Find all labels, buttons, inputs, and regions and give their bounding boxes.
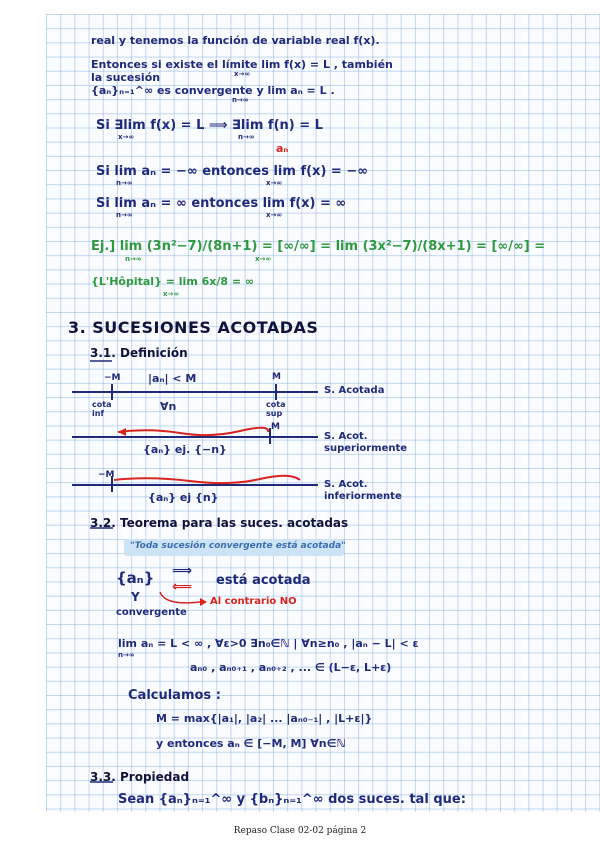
note-line-6-sub-b: x→∞ (266, 179, 283, 187)
example-sub-a: n→∞ (125, 255, 142, 263)
subsection-3-1: 3.1. Definición (90, 346, 188, 360)
note-line-3: la sucesión (91, 71, 161, 84)
note-line-5-an: aₙ (276, 142, 289, 155)
line2-label: S. Acot. superiormente (324, 431, 408, 454)
lhopital-sub: x→∞ (163, 290, 180, 298)
forall-n: ∀n (160, 400, 177, 413)
final-line: y entonces aₙ ∈ [−M, M] ∀n∈ℕ (156, 737, 346, 750)
note-line-5-sub-a: x→∞ (118, 133, 135, 141)
note-line-7-sub-b: x→∞ (266, 211, 283, 219)
definition-line: lim aₙ = L < ∞ , ∀ε>0 ∃n₀∈ℕ | ∀n≥n₀ , |aₙ − L| < ε (118, 637, 419, 650)
note-line-7-sub-a: n→∞ (116, 211, 133, 219)
note-line-5: Si ∃lim f(x) = L ⟹ ∃lim f(n) = L (96, 118, 323, 133)
page-footer: Repaso Clase 02-02 página 2 (233, 826, 367, 836)
line1-m: M (272, 372, 281, 382)
note-line-4-sub: n→∞ (232, 96, 249, 104)
sequence-an: {aₙ} (116, 569, 155, 587)
definition-sub: n→∞ (118, 651, 135, 659)
note-line-4: {aₙ}ₙ₌₁^∞ es convergente y lim aₙ = L . (91, 84, 335, 97)
line1-abs: |aₙ| < M (148, 372, 197, 385)
esta-acotada: está acotada (216, 573, 311, 588)
sean-line: Sean {aₙ}ₙ₌₁^∞ y {bₙ}ₙ₌₁^∞ dos suces. tal que: (118, 792, 466, 807)
line3-label: S. Acot. inferiormente (324, 479, 402, 502)
note-line-6: Si lim aₙ = −∞ entonces lim f(x) = −∞ (96, 164, 369, 179)
red-arrow-head-left (118, 428, 126, 436)
note-line-2: Entonces si existe el límite lim f(x) = L , también (91, 58, 393, 71)
cota-inf: cota inf (92, 400, 112, 418)
line3-sequence: {aₙ} ej {n} (148, 491, 219, 504)
note-line-1: real y tenemos la función de variable real f(x). (91, 34, 380, 47)
line1-minus-m: −M (104, 373, 121, 383)
convergente-label: convergente (116, 607, 187, 618)
cota-sup: cota sup (266, 400, 286, 418)
note-line-5-sub-b: n→∞ (238, 133, 255, 141)
example-sub-b: x→∞ (255, 255, 272, 263)
y-symbol: Y (131, 590, 140, 604)
calculamos: Calculamos : (128, 688, 221, 703)
lhopital-line: {L'Hôpital} = lim 6x/8 = ∞ (91, 275, 255, 288)
note-line-6-sub-a: n→∞ (116, 179, 133, 187)
note-line-2-sub: x→∞ (234, 70, 251, 78)
line3-minus-m: −M (98, 470, 115, 480)
red-range-3 (114, 476, 300, 483)
section-title: 3. SUCESIONES ACOTADAS (68, 318, 319, 337)
subsection-3-3: 3.3. Propiedad (90, 770, 190, 784)
subsection-3-2: 3.2. Teorema para las suces. acotadas (90, 516, 349, 530)
note-line-7: Si lim aₙ = ∞ entonces lim f(x) = ∞ (96, 196, 347, 211)
crossed-reverse-arrow: ⟸ (172, 579, 193, 595)
implies-arrow: ⟹ (172, 563, 193, 579)
theorem-quote: "Toda sucesión convergente está acotada" (130, 541, 346, 551)
line2-sequence: {aₙ} ej. {−n} (143, 443, 227, 456)
al-contrario-no: Al contrario NO (210, 596, 297, 607)
max-line: M = max{|a₁|, |a₂| ... |aₙ₀₋₁| , |L+ε|} (156, 712, 373, 725)
tail-line: aₙ₀ , aₙ₀₊₁ , aₙ₀₊₂ , ... ∈ (L−ε, L+ε) (190, 661, 392, 674)
example-line: Ej.] lim (3n²−7)/(8n+1) = [∞/∞] = lim (3x²−7)/(8x+1) = [∞/∞] = (91, 239, 546, 254)
red-annotation-arrow-head (200, 598, 207, 606)
red-range-2 (118, 428, 268, 435)
line2-m: M (271, 422, 280, 432)
line1-label: S. Acotada (324, 385, 385, 396)
